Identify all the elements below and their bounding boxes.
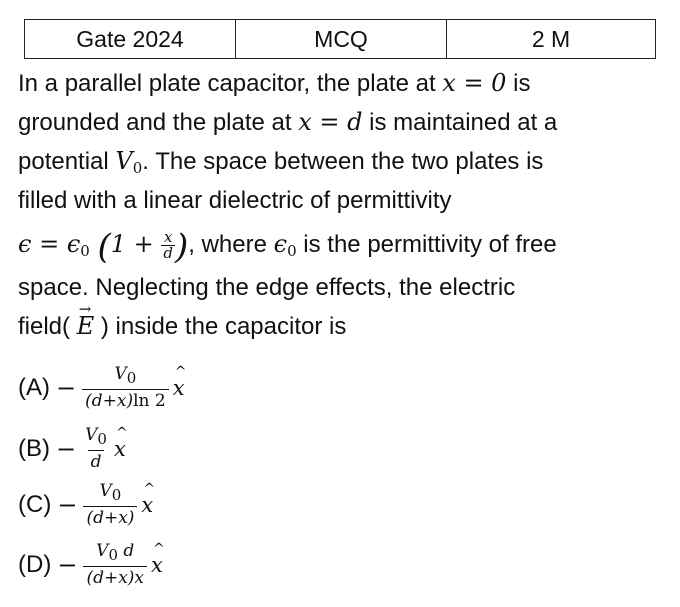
- question-text: [18, 64, 668, 346]
- question-line-3: potential $V_0$. The space between the two plates is: [18, 147, 544, 177]
- option-c-fraction: $\frac{V0}{(d+x)}$: [83, 481, 137, 528]
- x-hat-icon: ^ x: [114, 437, 126, 461]
- question-line-7: field( → E ) inside the capacitor is: [18, 307, 668, 346]
- header-table: [24, 19, 656, 59]
- question-line-2: grounded and the plate at x = d is maintained at a: [18, 108, 558, 136]
- header-type: MCQ: [236, 20, 447, 58]
- question-line-1: In a parallel plate capacitor, the plate at x = 0 is: [18, 69, 531, 97]
- option-b-fraction: $\frac{V0}{d}$: [85, 425, 107, 472]
- x-hat-icon: ^ x: [173, 376, 185, 400]
- math-v0: $V_0$: [115, 147, 143, 177]
- header-marks: 2 M: [531, 25, 571, 52]
- option-d-fraction: $\frac{V0 d}{(d+x)x}$: [83, 541, 147, 588]
- question-line-6: space. Neglecting the edge effects, the electric: [18, 274, 516, 301]
- option-c[interactable]: (C) − $\frac{V0}{(d+x)}$ ^ x: [18, 481, 153, 528]
- option-d[interactable]: (D) − $\frac{V0 d}{(d+x)x}$ ^ x: [18, 541, 163, 588]
- math-e-vector: → E: [77, 307, 95, 346]
- math-x-eq-d: x = d: [298, 108, 363, 136]
- option-a-fraction: $\frac{V0}{(d+x)\ln 2}$: [82, 364, 169, 411]
- question-line-5: $\epsilon = \epsilon_0$ (1 + $\frac{x}{d}$ ), where $\epsilon_0$ is the permittivity of free: [18, 227, 557, 267]
- x-hat-icon: ^ x: [141, 493, 153, 517]
- option-b[interactable]: (B) − $\frac{V0}{d}$ ^ x: [18, 425, 126, 472]
- option-a[interactable]: (A) − $\frac{V0}{(d+x)\ln 2}$ ^ x: [18, 364, 185, 411]
- math-eps0: $\epsilon_0$: [273, 230, 297, 260]
- math-permittivity-formula: $\epsilon = \epsilon_0$ (1 + $\frac{x}{d}$ ): [18, 227, 189, 267]
- math-x-eq-0: x = 0: [442, 69, 507, 97]
- question-line-4: filled with a linear dielectric of permittivity: [18, 187, 452, 214]
- x-hat-icon: ^ x: [151, 553, 163, 577]
- header-exam: Gate 2024: [25, 20, 236, 58]
